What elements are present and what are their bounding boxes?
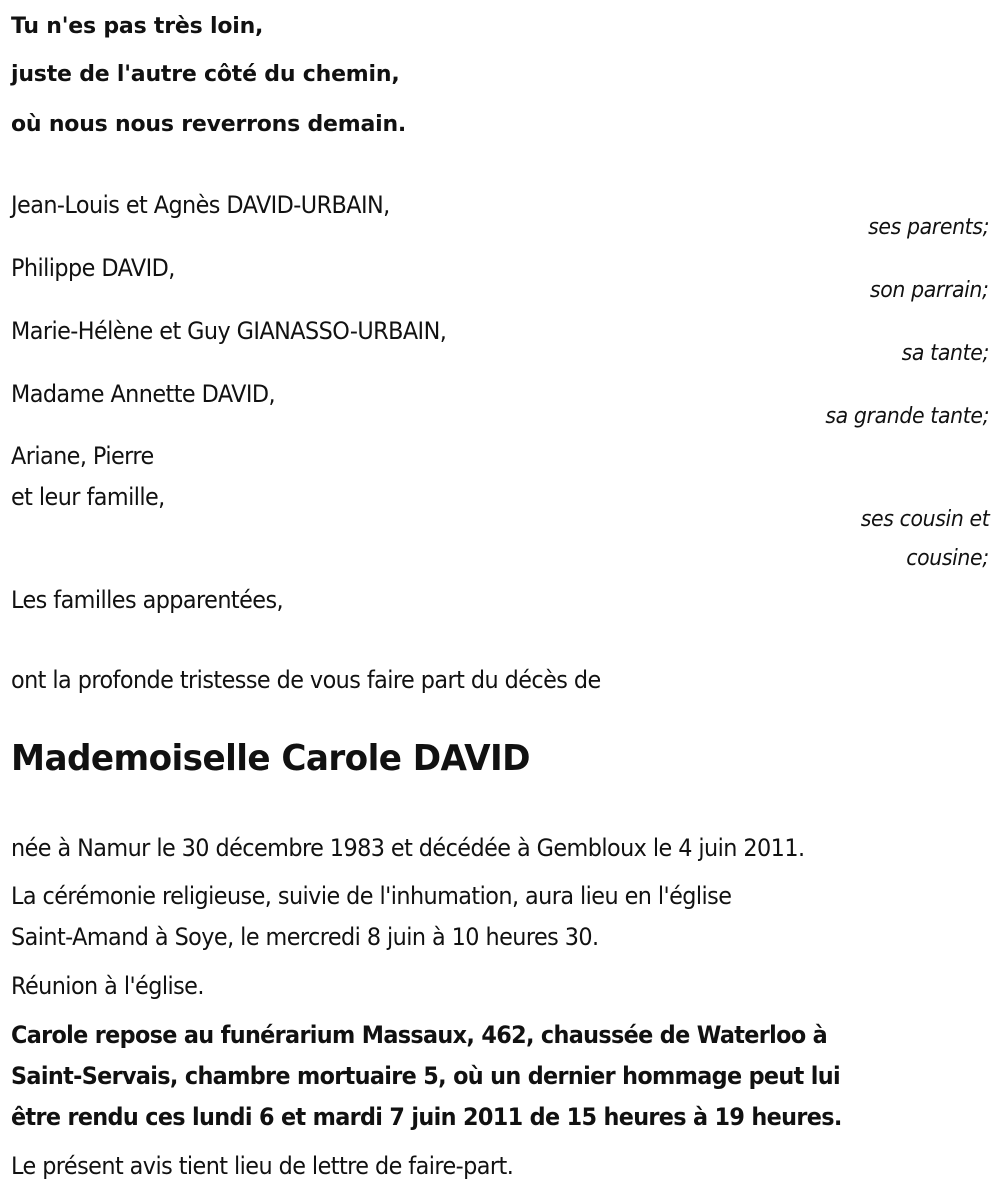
family-name: Ariane, Pierre [11, 442, 154, 470]
funeral-home-line-1: Carole repose au funérarium Massaux, 462, chaussée de Waterloo à [11, 1021, 828, 1049]
deceased-name: Mademoiselle Carole DAVID [11, 738, 530, 779]
announcement-text: ont la profonde tristesse de vous faire part du décès de [11, 666, 601, 694]
family-name: et leur famille, [11, 483, 165, 511]
poem-line-2: juste de l'autre côté du chemin, [11, 62, 400, 87]
meeting-text: Réunion à l'église. [11, 972, 204, 1000]
family-name: Marie-Hélène et Guy GIANASSO-URBAIN, [11, 317, 447, 345]
family-name: Philippe DAVID, [11, 254, 175, 282]
family-name: Jean-Louis et Agnès DAVID-URBAIN, [11, 191, 390, 219]
family-relation: sa grande tante; [825, 404, 989, 429]
family-relation: cousine; [906, 546, 989, 571]
ceremony-line-2: Saint-Amand à Soye, le mercredi 8 juin à 10 heures 30. [11, 923, 599, 951]
funeral-home-line-3: être rendu ces lundi 6 et mardi 7 juin 2011 de 15 heures à 19 heures. [11, 1103, 842, 1131]
ceremony-line-1: La cérémonie religieuse, suivie de l'inhumation, aura lieu en l'église [11, 882, 732, 910]
poem-line-1: Tu n'es pas très loin, [11, 14, 264, 39]
poem-line-3: où nous nous reverrons demain. [11, 112, 407, 137]
family-relation: son parrain; [870, 278, 989, 303]
family-relation: ses cousin et [860, 507, 989, 532]
family-name: Madame Annette DAVID, [11, 380, 276, 408]
family-name: Les familles apparentées, [11, 586, 284, 614]
funeral-home-line-2: Saint-Servais, chambre mortuaire 5, où un dernier hommage peut lui [11, 1062, 841, 1090]
family-relation: ses parents; [867, 215, 989, 240]
family-relation: sa tante; [901, 341, 989, 366]
notice-text: Le présent avis tient lieu de lettre de faire-part. [11, 1152, 514, 1180]
birth-death-text: née à Namur le 30 décembre 1983 et décédée à Gembloux le 4 juin 2011. [11, 834, 805, 862]
